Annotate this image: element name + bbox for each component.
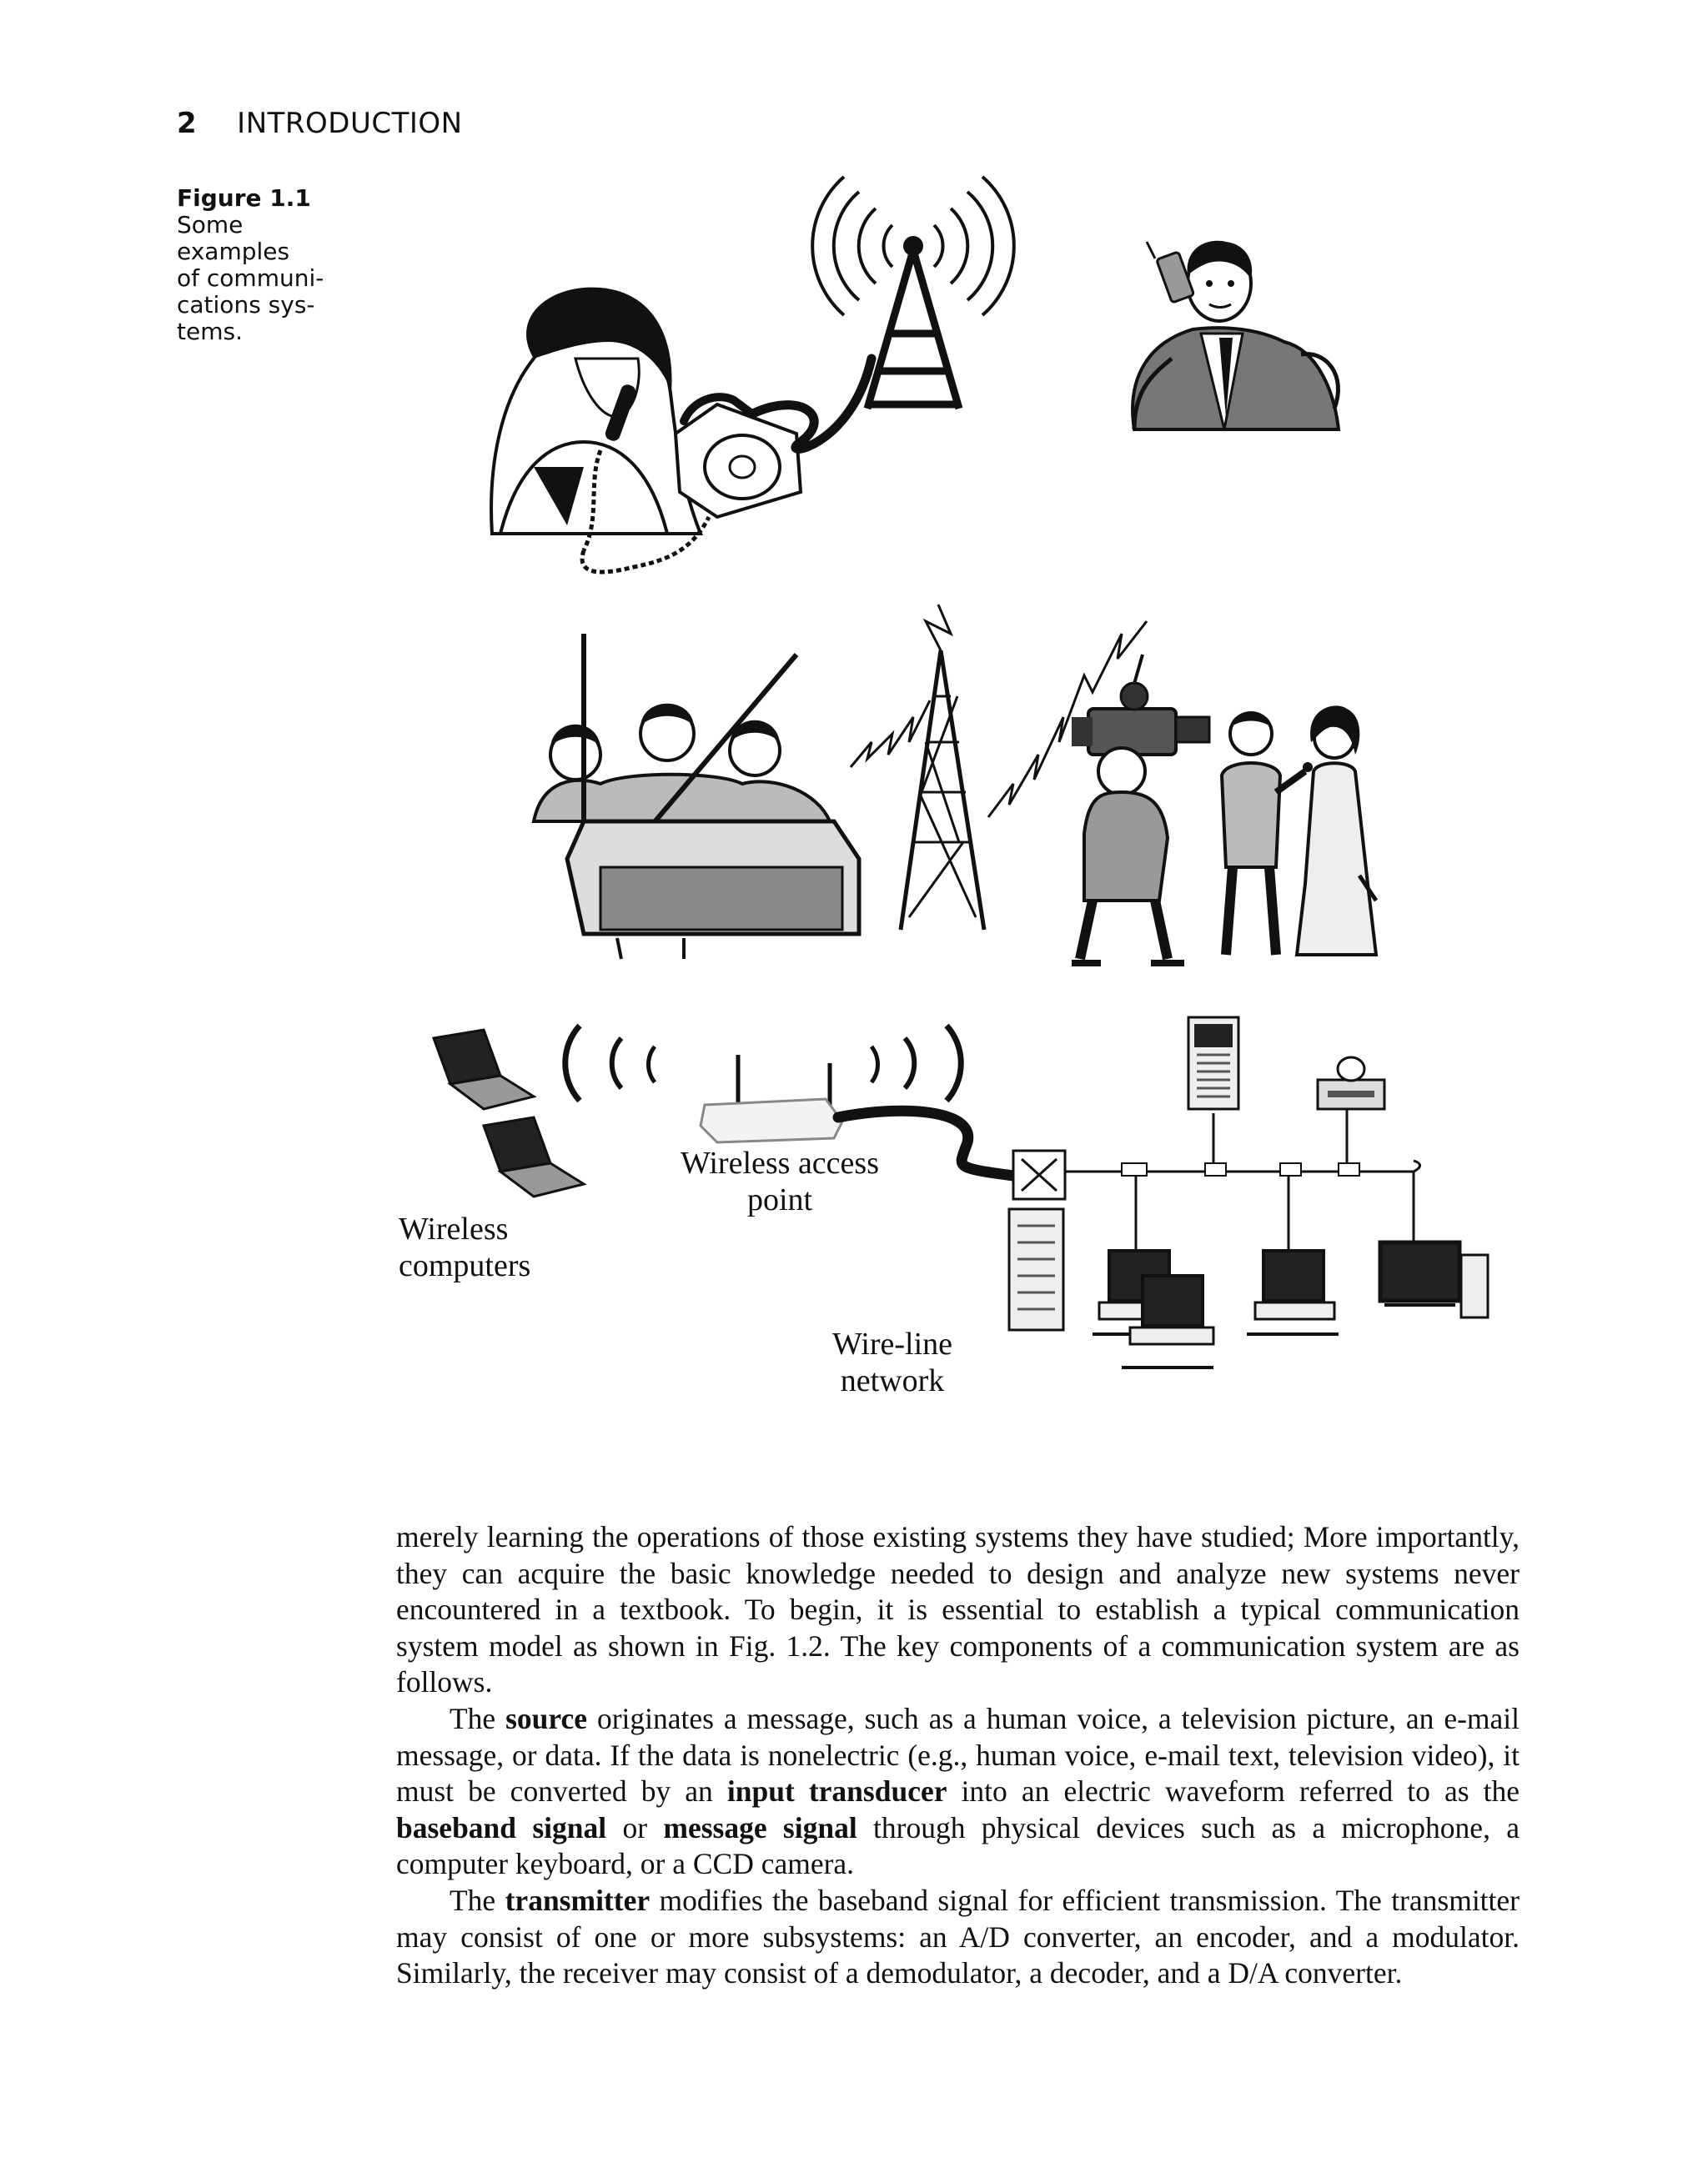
caption-line: Some examples — [177, 211, 290, 265]
term-message-signal: message signal — [663, 1810, 857, 1844]
body-text — [396, 1519, 1520, 1992]
term-source: source — [505, 1701, 588, 1735]
caption-line: cations sys- — [177, 291, 315, 319]
wireless-access-point-icon — [701, 1055, 842, 1142]
rotary-telephone-icon — [676, 397, 801, 517]
reporter-illustration — [1222, 712, 1313, 955]
term-transmitter: transmitter — [505, 1883, 651, 1917]
interviewee-woman-illustration — [1297, 705, 1376, 955]
network-bus-line — [1065, 1109, 1420, 1263]
camera-crew-illustration — [1072, 655, 1209, 963]
desktop-computer-icon — [1380, 1242, 1488, 1317]
wireless-access-point-label: Wireless access point — [681, 1146, 879, 1217]
term-baseband-signal: baseband signal — [396, 1810, 607, 1844]
wireless-laptop-icon — [434, 1030, 534, 1109]
optical-drive-device-icon — [1318, 1057, 1384, 1109]
term-input-transducer: input transducer — [726, 1774, 947, 1809]
wireline-network-label: Wire-line network — [831, 1327, 953, 1398]
wireless-signal-waves — [565, 1026, 962, 1101]
caption-line: of communi- — [177, 264, 324, 292]
section-title: INTRODUCTION — [237, 107, 463, 140]
figure-label: Figure 1.1 — [177, 184, 311, 212]
network-switch-icon — [1013, 1151, 1065, 1199]
server-tower-icon — [1188, 1017, 1238, 1109]
file-server-icon — [1009, 1209, 1063, 1330]
desktop-computer-icon — [1247, 1251, 1339, 1334]
tower-to-tv-signal — [851, 700, 930, 767]
wireless-laptop-icon — [484, 1117, 584, 1197]
paragraph: The source originates a message, such as a human voice, a television picture, an e-mail message, or data. If the data is nonelectric (e.g., human voice, e-mail text, television video), it must be converted by an input transducer into an electric waveform referred to as the baseband signal or message signal through physical devices such as a microphone, a computer keyboard, or a CCD camera. — [396, 1701, 1520, 1881]
caption-line: tems. — [177, 318, 243, 345]
paragraph: merely learning the operations of those existing systems they have studied; More importantly, they can acquire the basic knowledge needed to design and analyze new systems never encountered in a textbook. To begin, it is essential to establish a typical communication system model as shown in Fig. 1.2. The key components of a communication system are as follows. — [396, 1520, 1520, 1699]
telephone-woman-illustration — [491, 288, 709, 572]
mobile-phone-man-illustration — [1133, 241, 1339, 429]
page-number: 2 — [177, 107, 198, 140]
radio-tower-icon — [812, 177, 1014, 409]
tv-viewers-illustration — [534, 634, 859, 959]
wireless-computers-label: Wireless computers — [399, 1212, 531, 1283]
broadcast-tower-icon — [901, 605, 984, 930]
paragraph: The transmitter modifies the baseband signal for efficient transmission. The transmitter may consist of one or more subsystems: an A/D converter, an encoder, and a modulator. Similarly, the receiver may consist of a demodulator, a decoder, and a D/A converter. — [396, 1883, 1520, 1990]
